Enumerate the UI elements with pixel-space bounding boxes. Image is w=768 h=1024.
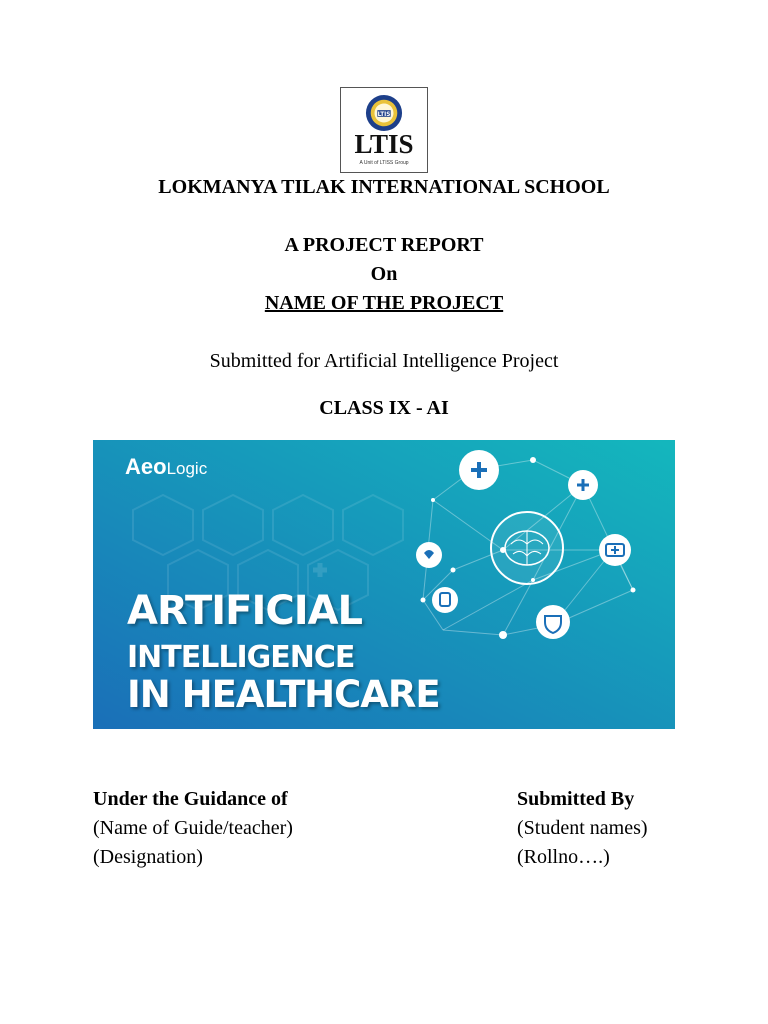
roll-numbers: (Rollno….) — [517, 846, 610, 868]
logo-text: LTIS — [354, 129, 414, 159]
school-logo — [340, 87, 428, 173]
guide-name: (Name of Guide/teacher) — [93, 817, 293, 839]
guidance-block — [93, 785, 293, 872]
project-name: NAME OF THE PROJECT — [264, 292, 504, 314]
school-seal-icon — [365, 94, 403, 132]
class-line: CLASS IX - AI — [319, 397, 449, 419]
iv-bag-icon — [432, 587, 458, 613]
brain-icon — [491, 512, 563, 584]
school-name: LOKMANYA TILAK INTERNATIONAL SCHOOL — [158, 176, 610, 198]
guide-designation: (Designation) — [93, 846, 203, 868]
report-on: On — [370, 263, 398, 285]
hand-heart-icon — [416, 542, 442, 568]
banner-headline-1: ARTIFICIAL — [127, 588, 363, 634]
student-names: (Student names) — [517, 817, 648, 839]
banner-headline-2: INTELLIGENCE — [127, 640, 355, 675]
medical-kit-icon — [599, 534, 631, 566]
report-title: A PROJECT REPORT — [284, 234, 484, 256]
heart-shield-icon — [536, 605, 570, 639]
brand-logo — [125, 454, 207, 480]
shield-cross-icon — [568, 470, 598, 500]
guidance-heading: Under the Guidance of — [93, 788, 288, 810]
submitted-for: Submitted for Artificial Intelligence Project — [209, 350, 559, 372]
logo-subtext: A Unit of LTISS Group — [359, 160, 409, 166]
submitted-by-block — [517, 785, 648, 872]
brand-mark: Aeo — [125, 454, 167, 479]
ai-healthcare-banner — [93, 440, 675, 729]
brand-rest: Logic — [166, 459, 208, 478]
banner-headline-3: IN HEALTHCARE — [127, 673, 440, 716]
heart-plus-icon — [459, 450, 499, 490]
submitted-by-heading: Submitted By — [517, 788, 635, 810]
seal-text: LTIS — [377, 111, 391, 118]
